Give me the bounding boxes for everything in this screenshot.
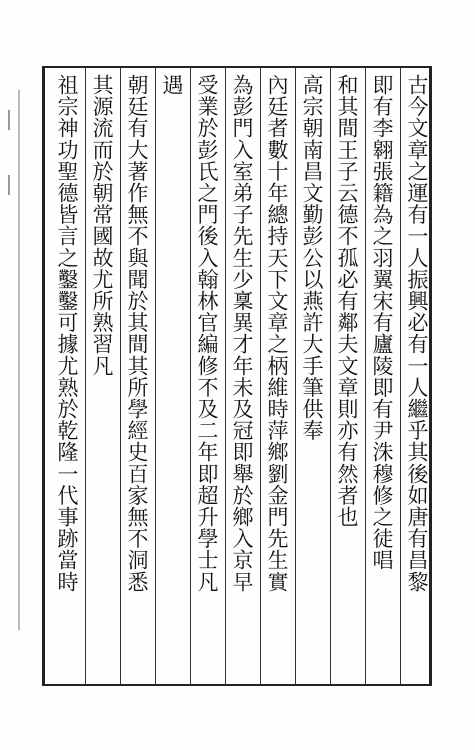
column-divider bbox=[260, 68, 261, 684]
column-divider bbox=[365, 68, 366, 684]
column-divider bbox=[190, 68, 191, 684]
text-column: 高宗朝南昌文勤彭公以燕許大手筆供奉 bbox=[300, 74, 324, 442]
text-column: 即有李翱張籍為之羽翼宋有廬陵即有尹洙穆修之徒唱 bbox=[370, 74, 394, 571]
edge-fragment bbox=[8, 110, 34, 130]
text-frame bbox=[42, 66, 432, 686]
text-column: 遇 bbox=[160, 74, 184, 96]
column-divider bbox=[225, 68, 226, 684]
text-column: 和其間王子云德不孤必有鄰夫文章則亦有然者也 bbox=[335, 74, 359, 528]
text-column: 內廷者數十年總持天下文章之柄維時萍鄉劉金門先生實 bbox=[265, 74, 289, 593]
edge-fragment bbox=[8, 175, 34, 195]
edge-line bbox=[18, 90, 20, 630]
text-column: 朝廷有大著作無不與聞於其間其所學經史百家無不洞悉 bbox=[125, 74, 149, 593]
column-divider bbox=[120, 68, 121, 684]
column-divider bbox=[330, 68, 331, 684]
text-column: 古今文章之運有一人振興必有一人繼乎其後如唐有昌黎 bbox=[405, 74, 429, 593]
text-column: 受業於彭氏之門後入翰林官編修不及二年即超升學士凡 bbox=[195, 74, 219, 593]
text-column: 祖宗神功聖德皆言之鑿鑿可據尤熟於乾隆一代事跡當時 bbox=[55, 74, 79, 593]
column-divider bbox=[295, 68, 296, 684]
column-divider bbox=[155, 68, 156, 684]
previous-page-edge bbox=[0, 0, 38, 750]
column-divider bbox=[400, 68, 401, 684]
column-divider bbox=[85, 68, 86, 684]
text-column: 其源流而於朝常國故尤所熟習凡 bbox=[90, 74, 114, 377]
text-column: 為彭門入室弟子先生少稟異才年未及冠即舉於鄉入京早 bbox=[230, 74, 254, 593]
